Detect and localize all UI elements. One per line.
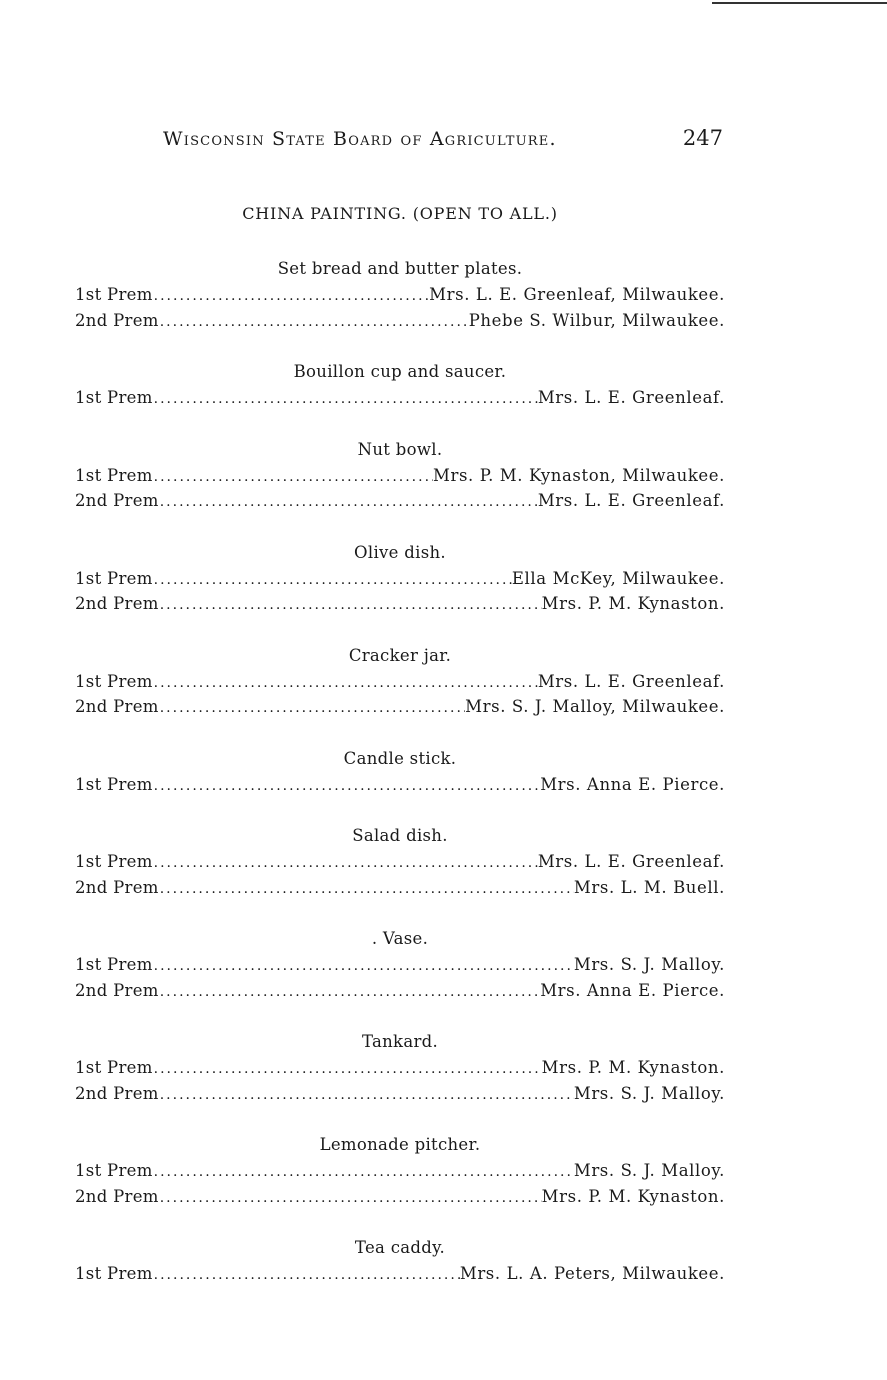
dot-leader	[153, 1160, 574, 1184]
premium-rank: 1st Prem	[75, 955, 153, 974]
premium-list	[75, 256, 725, 1313]
dot-leader	[153, 671, 538, 695]
section-title: CHINA PAINTING. (OPEN TO ALL.)	[242, 204, 558, 223]
premium-rank: 1st Prem	[75, 1058, 153, 1077]
premium-rank: 2nd Prem	[75, 980, 159, 1000]
dot-leader	[159, 877, 574, 901]
category-block	[75, 926, 725, 1003]
premium-rank: 2nd Prem	[75, 697, 159, 716]
premium-winner: Mrs. P. M. Kynaston.	[541, 1186, 725, 1206]
category-title: Candle stick.	[343, 748, 457, 768]
top-edge-rule	[712, 2, 887, 4]
dot-leader	[159, 490, 538, 514]
category-title: Salad dish.	[352, 826, 448, 845]
category-title: Olive dish.	[354, 542, 446, 562]
category-title: Nut bowl.	[357, 439, 443, 459]
category-title: Tea caddy.	[354, 1238, 446, 1257]
category-block	[75, 437, 725, 514]
dot-leader	[153, 284, 430, 308]
premium-entry	[75, 488, 725, 514]
category-block	[75, 1029, 725, 1106]
premium-rank: 1st Prem	[75, 388, 153, 407]
dot-leader	[153, 851, 538, 875]
premium-rank: 1st Prem	[75, 774, 153, 794]
dot-leader	[153, 465, 433, 489]
premium-winner: Mrs. L. E. Greenleaf.	[537, 491, 725, 510]
premium-winner: Mrs. L. A. Peters, Milwaukee.	[459, 1264, 725, 1283]
premium-winner: Mrs. L. M. Buell.	[573, 877, 725, 897]
category-block	[75, 823, 725, 900]
premium-rank: 2nd Prem	[75, 1083, 159, 1103]
dot-leader	[159, 1083, 574, 1107]
premium-entry	[75, 772, 725, 798]
premium-rank: 1st Prem	[75, 568, 153, 588]
category-block	[75, 256, 725, 333]
premium-winner: Mrs. L. E. Greenleaf, Milwaukee.	[429, 285, 725, 304]
premium-rank: 2nd Prem	[75, 877, 159, 897]
dot-leader	[159, 1186, 542, 1210]
premium-winner: Mrs. S. J. Malloy.	[573, 955, 725, 974]
premium-rank: 2nd Prem	[75, 310, 159, 330]
premium-rank: 1st Prem	[75, 852, 153, 871]
premium-entry	[75, 1055, 725, 1081]
premium-rank: 1st Prem	[75, 465, 153, 485]
dot-leader	[159, 980, 540, 1004]
premium-entry	[75, 875, 725, 901]
premium-winner: Mrs. L. E. Greenleaf.	[537, 671, 725, 691]
category-title: Set bread and butter plates.	[277, 259, 523, 278]
premium-winner: Mrs. L. E. Greenleaf.	[537, 388, 725, 407]
category-block	[75, 359, 725, 411]
premium-entry	[75, 669, 725, 695]
premium-entry	[75, 849, 725, 875]
premium-rank: 2nd Prem	[75, 491, 159, 510]
dot-leader	[153, 1263, 460, 1287]
premium-entry	[75, 694, 725, 720]
premium-winner: Mrs. Anna E. Pierce.	[540, 980, 725, 1000]
premium-entry	[75, 978, 725, 1004]
premium-winner: Ella McKey, Milwaukee.	[511, 568, 725, 588]
category-block	[75, 540, 725, 617]
running-title: Wisconsin State Board of Agriculture.	[163, 128, 557, 150]
premium-winner: Mrs. P. M. Kynaston.	[541, 594, 725, 613]
page-number: 247	[682, 126, 723, 150]
dot-leader	[153, 1057, 542, 1081]
premium-entry	[75, 1184, 725, 1210]
premium-entry	[75, 282, 725, 308]
premium-winner: Mrs. S. J. Malloy, Milwaukee.	[465, 697, 725, 716]
premium-rank: 2nd Prem	[75, 1186, 159, 1206]
premium-entry	[75, 385, 725, 411]
premium-rank: 1st Prem	[75, 671, 153, 691]
category-title: Bouillon cup and saucer.	[293, 362, 507, 381]
premium-winner: Mrs. L. E. Greenleaf.	[537, 852, 725, 871]
dot-leader	[153, 774, 541, 798]
premium-winner: Mrs. S. J. Malloy.	[573, 1083, 725, 1103]
premium-entry	[75, 1081, 725, 1107]
premium-entry	[75, 566, 725, 592]
category-title: . Vase.	[371, 929, 429, 948]
dot-leader	[153, 387, 538, 411]
premium-rank: 1st Prem	[75, 1264, 153, 1283]
dot-leader	[153, 954, 574, 978]
page-header	[163, 128, 723, 158]
category-title: Lemonade pitcher.	[319, 1135, 481, 1154]
premium-entry	[75, 308, 725, 334]
premium-entry	[75, 591, 725, 617]
premium-winner: Mrs. P. M. Kynaston.	[541, 1058, 725, 1077]
premium-rank: 1st Prem	[75, 1161, 153, 1180]
dot-leader	[159, 696, 465, 720]
premium-entry	[75, 952, 725, 978]
dot-leader	[153, 568, 512, 592]
premium-rank: 1st Prem	[75, 285, 153, 304]
dot-leader	[159, 310, 469, 334]
premium-winner: Phebe S. Wilbur, Milwaukee.	[468, 310, 725, 330]
category-title: Cracker jar.	[348, 645, 452, 665]
premium-winner: Mrs. P. M. Kynaston, Milwaukee.	[433, 465, 725, 485]
category-title: Tankard.	[361, 1032, 439, 1051]
premium-entry	[75, 1158, 725, 1184]
premium-winner: Mrs. S. J. Malloy.	[573, 1161, 725, 1180]
category-block	[75, 1132, 725, 1209]
premium-rank: 2nd Prem	[75, 594, 159, 613]
premium-winner: Mrs. Anna E. Pierce.	[540, 774, 725, 794]
premium-entry	[75, 463, 725, 489]
premium-entry	[75, 1261, 725, 1287]
category-block	[75, 1235, 725, 1287]
category-block	[75, 643, 725, 720]
category-block	[75, 746, 725, 798]
dot-leader	[159, 593, 542, 617]
